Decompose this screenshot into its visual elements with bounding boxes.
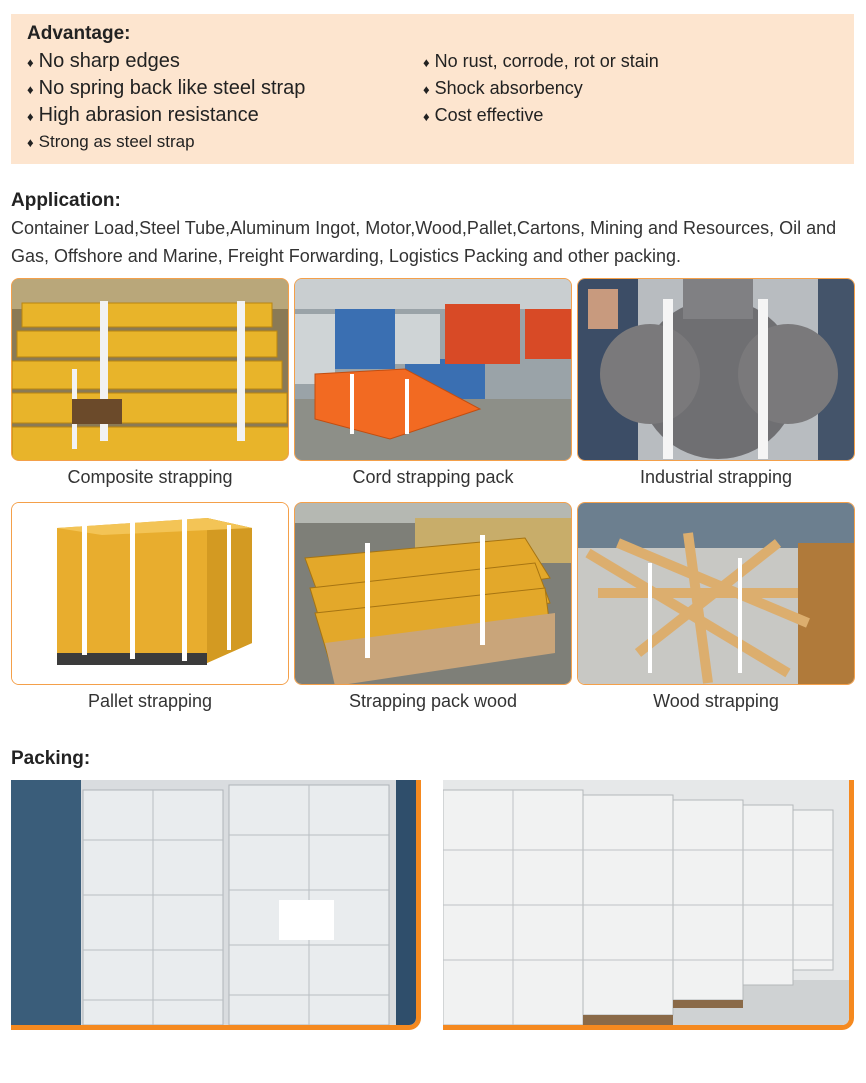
- application-title: Application:: [11, 190, 121, 211]
- gallery-caption: Pallet strapping: [87, 691, 213, 711]
- diamond-bullet-icon: ♦: [423, 82, 430, 97]
- advantage-item: ♦ High abrasion resistance: [27, 104, 259, 126]
- diamond-bullet-icon: ♦: [27, 82, 34, 97]
- yellow-parts-strapped-photo: [11, 278, 289, 461]
- advantage-item: ♦ No sharp edges: [27, 50, 180, 72]
- gallery-caption: Industrial strapping: [639, 467, 793, 487]
- advantage-item: ♦ Strong as steel strap: [27, 132, 195, 151]
- warehouse-pallets-photo: [443, 780, 854, 1030]
- gallery-caption: Wood strapping: [653, 691, 779, 711]
- diamond-bullet-icon: ♦: [27, 55, 34, 70]
- valve-strapping-photo: [577, 278, 855, 461]
- gallery-caption: Cord strapping pack: [352, 467, 514, 487]
- diamond-bullet-icon: ♦: [423, 55, 430, 70]
- advantage-item: ♦ No rust, corrode, rot or stain: [423, 51, 659, 71]
- advantage-panel: [11, 14, 854, 164]
- packing-title: Packing:: [11, 748, 91, 769]
- wooden-frames-photo: [577, 502, 855, 685]
- diamond-bullet-icon: ♦: [423, 109, 430, 124]
- container-loaded-boxes-photo: [11, 780, 421, 1030]
- gallery-caption: Composite strapping: [67, 467, 233, 487]
- gallery-caption: Strapping pack wood: [348, 691, 518, 711]
- diamond-bullet-icon: ♦: [27, 109, 34, 124]
- application-description: Container Load,Steel Tube,Aluminum Ingot, Motor,Wood,Pallet,Cartons, Mining and Resources, Oil and Gas, Offshore and Marine, Freight Forwarding, Logistics Packing and other packing.: [11, 218, 837, 266]
- diamond-bullet-icon: ♦: [27, 135, 34, 150]
- wood-boards-pallet-photo: [294, 502, 572, 685]
- advantage-item: ♦ Shock absorbency: [423, 78, 583, 98]
- advantage-item: ♦ Cost effective: [423, 105, 544, 125]
- advantage-item: ♦ No spring back like steel strap: [27, 77, 306, 99]
- pallet-boxes-photo: [11, 502, 289, 685]
- advantage-title: Advantage:: [27, 23, 131, 44]
- warehouse-tubes-photo: [294, 278, 572, 461]
